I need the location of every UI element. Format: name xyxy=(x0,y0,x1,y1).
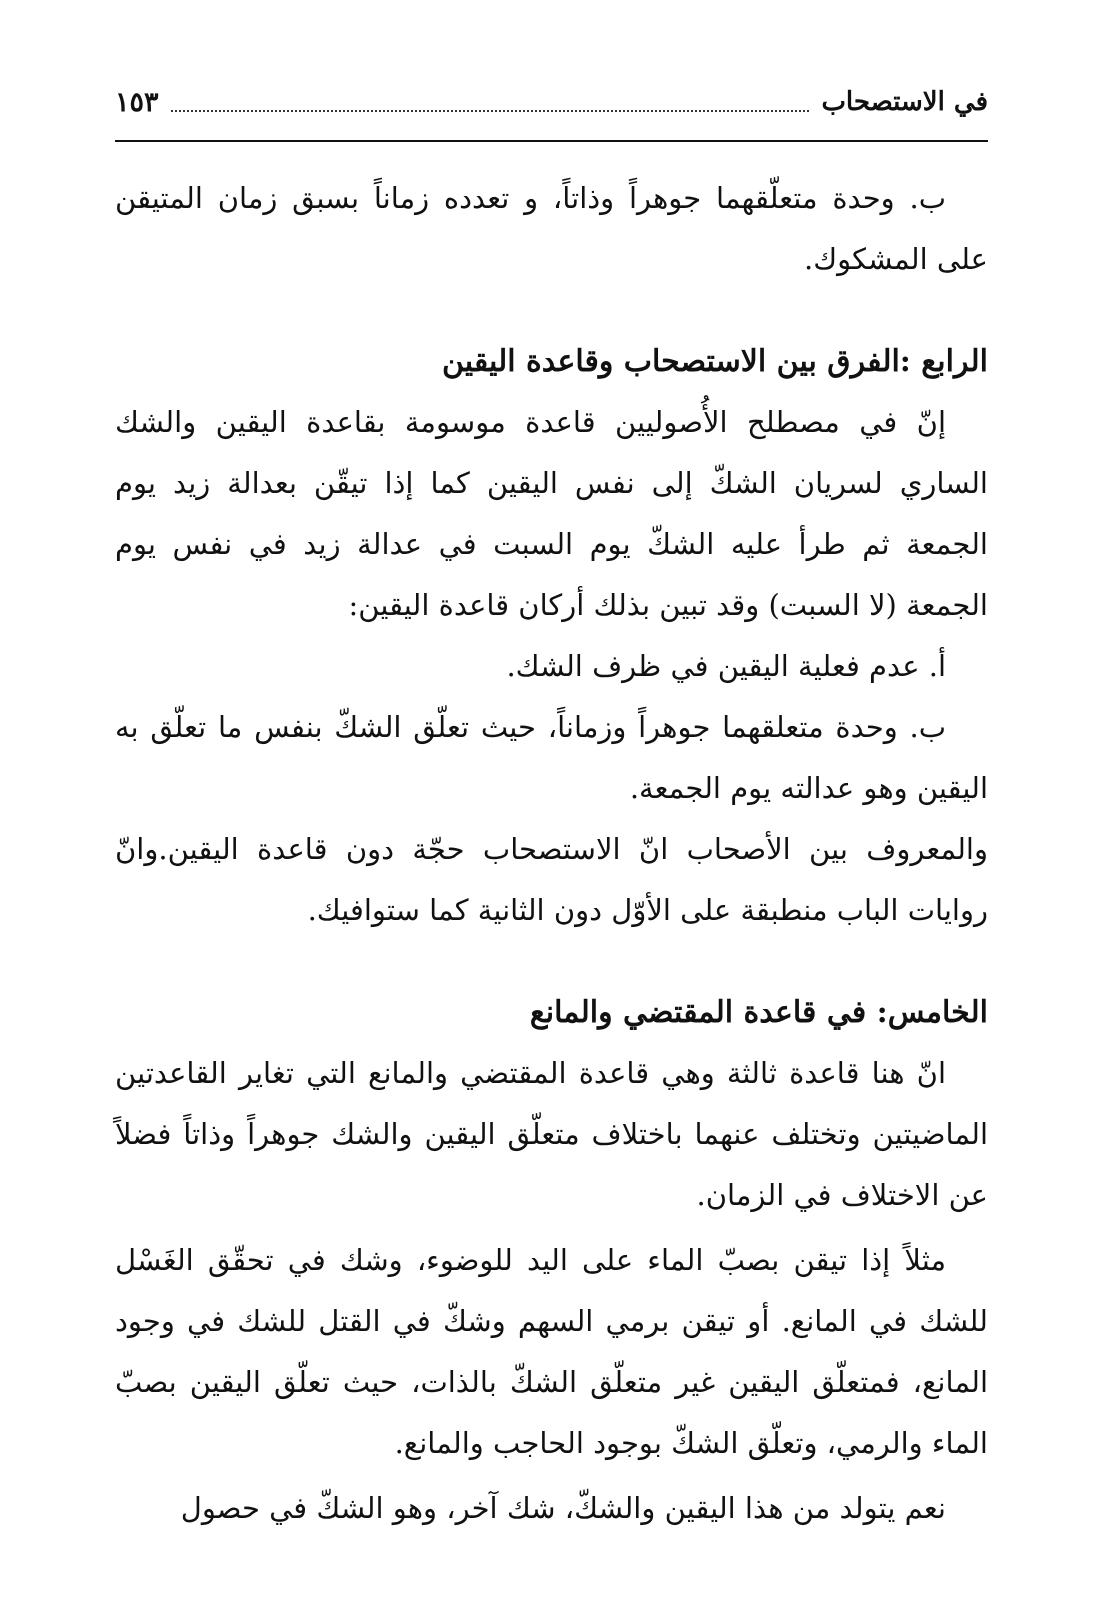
section-heading-fourth: الرابع :الفرق بين الاستصحاب وقاعدة اليقين xyxy=(441,344,988,379)
paragraph-yaqin-rule: إنّ في مصطلح الأُصوليين قاعدة موسومة بقاعدة اليقين والشك الساري لسريان الشكّ إلى نفس اليقين كما إذا تيقّن بعدالة زيد يوم الجمعة ثم طرأ عليه الشكّ يوم السبت في عدالة زيد في نفس يوم الجمعة (لا السبت) وقد تبين بذلك أركان قاعدة اليقين: xyxy=(115,405,988,622)
dotted-leader xyxy=(171,92,810,112)
page-number: ١٥٣ xyxy=(115,86,159,118)
paragraph-companions-view: والمعروف بين الأصحاب انّ الاستصحاب حجّة دون قاعدة اليقين.وانّ روايات الباب منطبقة على الأوّل دون الثانية كما ستوافيك. xyxy=(115,832,988,927)
running-header xyxy=(115,82,988,122)
section-spacer xyxy=(115,290,988,332)
paragraph-continuation: ب. وحدة متعلّقهما جوهراً وذاتاً، و تعدده زماناً بسبق زمان المتيقن على المشكوك. xyxy=(115,181,988,276)
section-heading-fifth: الخامس: في قاعدة المقتضي والمانع xyxy=(529,995,988,1030)
list-item-a: أ. عدم فعلية اليقين في ظرف الشك. xyxy=(506,649,946,683)
list-item-b: ب. وحدة متعلقهما جوهراً وزماناً، حيث تعلّق الشكّ بنفس ما تعلّق به اليقين وهو عدالته يوم الجمعة. xyxy=(115,710,988,805)
paragraph-continuation-end: نعم يتولد من هذا اليقين والشكّ، شك آخر، وهو الشكّ في حصول xyxy=(180,1491,946,1525)
paragraph-examples: مثلاً إذا تيقن بصبّ الماء على اليد للوضوء، وشك في تحقّق الغَسْل للشك في المانع. أو تيقن برمي السهم وشكّ في القتل للشك في وجود المانع، فمتعلّق اليقين غير متعلّق الشكّ بالذات، حيث تعلّق اليقين بصبّ الماء والرمي، وتعلّق الشكّ بوجود الحاجب والمانع. xyxy=(115,1243,988,1460)
page-body xyxy=(115,168,988,1539)
running-title: في الاستصحاب xyxy=(821,87,988,117)
section-spacer xyxy=(115,941,988,983)
paragraph-muqtadi-rule: انّ هنا قاعدة ثالثة وهي قاعدة المقتضي والمانع التي تغاير القاعدتين الماضيتين وتختلف عنهما باختلاف متعلّق اليقين والشك جوهراً وذاتاً فضلاً عن الاختلاف في الزمان. xyxy=(115,1056,988,1212)
header-rule xyxy=(115,140,988,142)
